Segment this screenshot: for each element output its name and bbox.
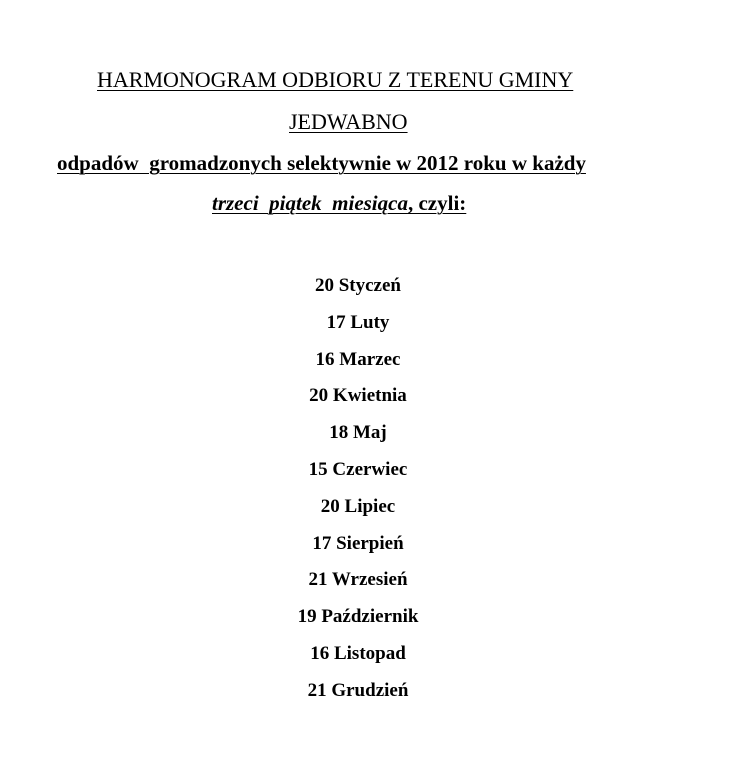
- pickup-date: 20 Kwietnia: [309, 385, 407, 407]
- schedule-rule-italic: trzeci piątek miesiąca: [212, 191, 408, 215]
- pickup-date-list: [0, 275, 716, 717]
- pickup-date: 21 Wrzesień: [308, 569, 408, 591]
- pickup-date: 16 Listopad: [310, 642, 406, 664]
- pickup-date: 20 Styczeń: [314, 275, 401, 296]
- pickup-date: 20 Lipiec: [320, 495, 396, 517]
- pickup-date: 16 Marzec: [315, 348, 401, 370]
- schedule-rule-line: [212, 193, 466, 214]
- title-line-1: HARMONOGRAM ODBIORU Z TERENU GMINY: [97, 67, 574, 92]
- pickup-date: 17 Luty: [326, 311, 390, 333]
- title-line-2: JEDWABNO: [289, 109, 408, 134]
- subtitle-line: odpadów gromadzonych selektywnie w 2012 roku w każdy: [57, 151, 586, 175]
- pickup-date: 15 Czerwiec: [308, 458, 408, 480]
- pickup-date: 19 Październik: [297, 606, 419, 628]
- pickup-date: 21 Grudzień: [307, 679, 409, 701]
- schedule-rule-suffix: , czyli:: [407, 191, 467, 215]
- pickup-date: 18 Maj: [329, 422, 387, 444]
- pickup-date: 17 Sierpień: [312, 532, 404, 554]
